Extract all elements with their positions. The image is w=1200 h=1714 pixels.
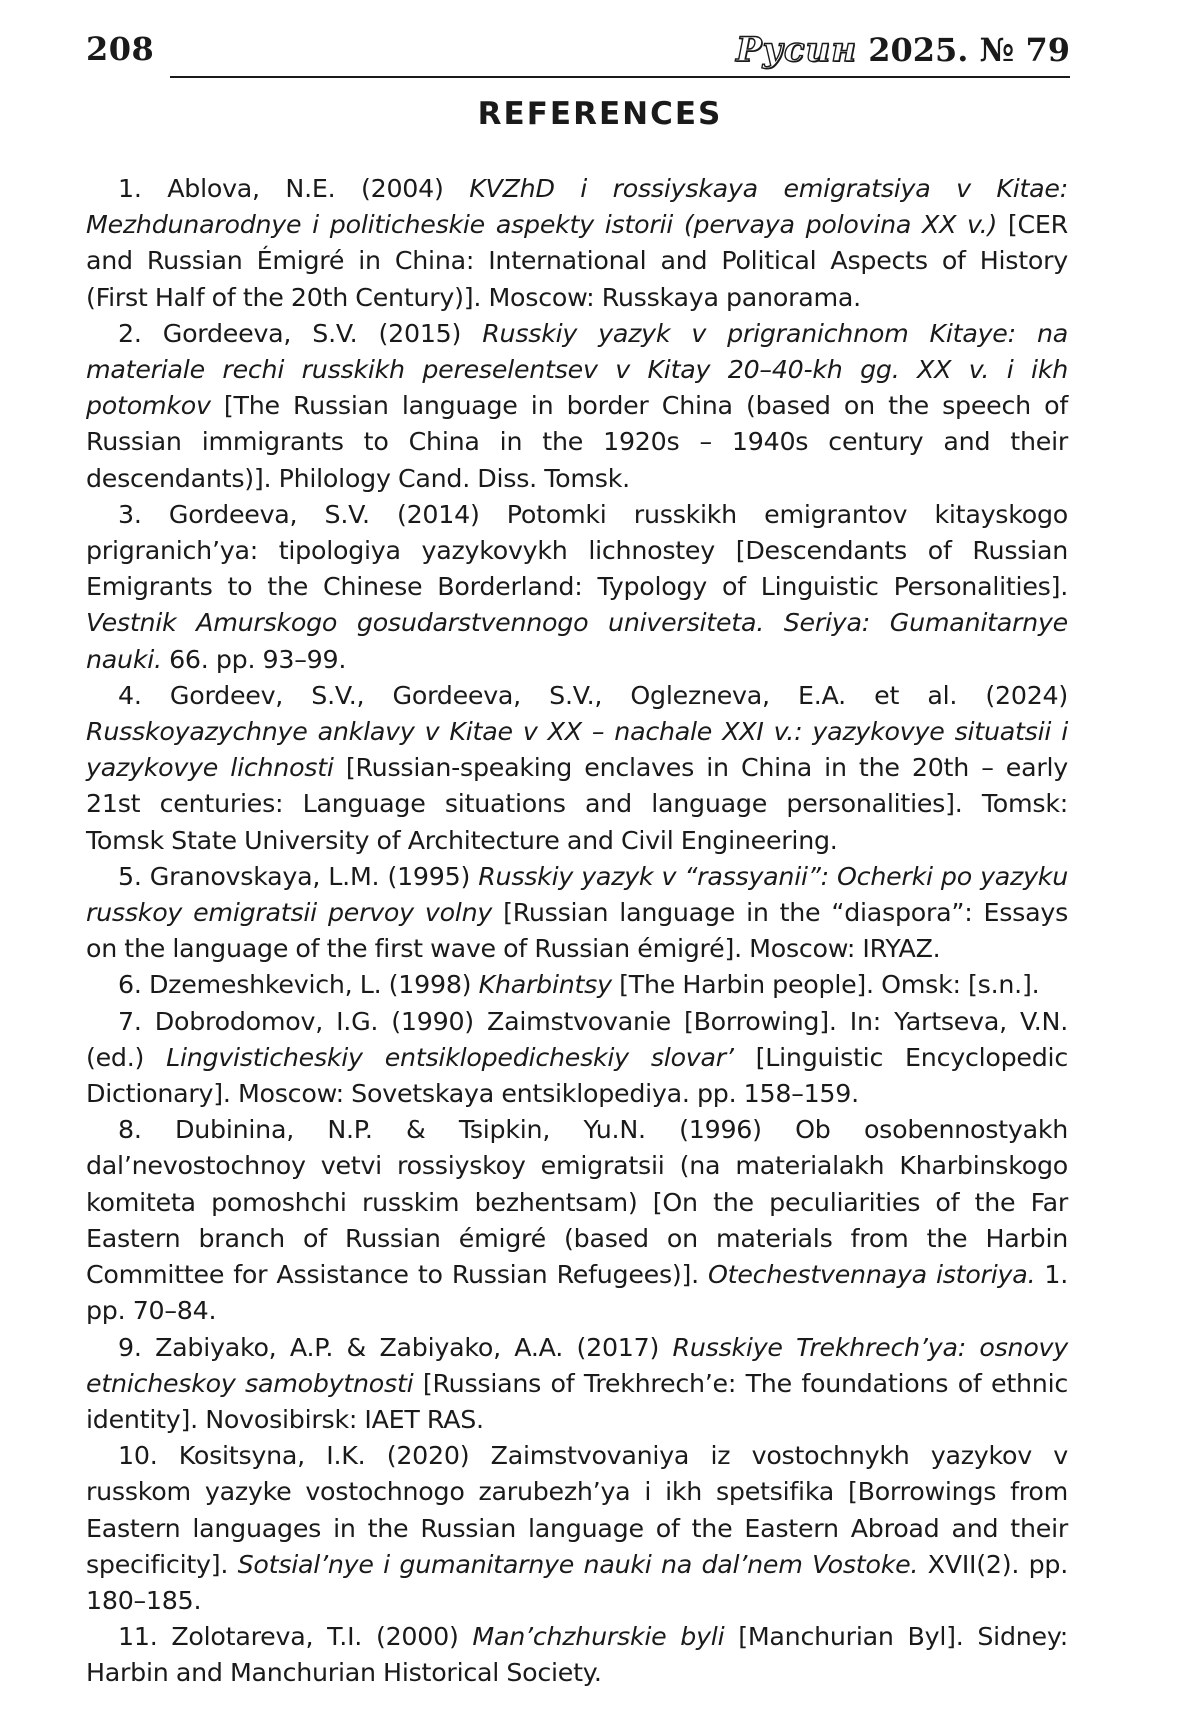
reference-title: Otechestvennaya istoriya.: [708, 1260, 1036, 1290]
reference-number: 4.: [118, 680, 142, 710]
reference-title: Russkiy yazyk v “rassyanii”: Ocherki po yazyku russkoy emigratsii pervoy volny: [86, 861, 1068, 928]
reference-authors: Zolotareva, T.I. (2000): [171, 1622, 473, 1652]
reference-number: 2.: [118, 318, 142, 348]
reference-details: 1. pp. 70–84.: [86, 1260, 1068, 1326]
reference-details: [The Harbin people]. Omsk: [s.n.].: [611, 970, 1040, 1000]
reference-title: Vestnik Amurskogo gosudarstvennogo universiteta. Seriya: Gumanitarnye nauki.: [86, 608, 1068, 674]
reference-details: [CER and Russian Émigré in China: International and Political Aspects of History (First Half of the 20th Century)]. Moscow: Russkaya panorama.: [86, 210, 1068, 312]
reference-number: 7.: [118, 1006, 142, 1036]
reference-authors: Ablova, N.E. (2004): [167, 174, 470, 203]
reference-number: 5.: [118, 861, 142, 891]
reference-number: 9.: [118, 1332, 142, 1362]
reference-title: Russkoyazychnye anklavy v Kitae v XX – nachale XXI v.: yazykovye situatsii i yazykovye lichnosti: [86, 717, 1068, 783]
reference-item: [86, 171, 1068, 316]
reference-authors: Dzemeshkevich, L. (1998): [148, 970, 479, 1000]
reference-authors: Granovskaya, L.M. (1995): [149, 861, 479, 891]
reference-authors: Dobrodomov, I.G. (1990) Zaimstvovanie [Borrowing]. In: Yartseva, V.N. (ed.): [86, 1006, 1068, 1072]
reference-number: 10.: [118, 1441, 158, 1471]
reference-number: 11.: [118, 1622, 158, 1652]
reference-title: Kharbintsy: [478, 970, 612, 1000]
reference-authors: Gordeeva, S.V. (2014) Potomki russkikh emigrantov kitayskogo prigranich’ya: tipologiya yazykovykh lichnostey [Descendants of Russian Emigrants to the Chinese Borderland: Typology of Linguistic Personalities].: [86, 499, 1068, 602]
reference-number: 1.: [118, 174, 142, 203]
reference-title: Man’chzhurskie byli: [472, 1622, 725, 1652]
reference-authors: Zabiyako, A.P. & Zabiyako, A.A. (2017): [155, 1332, 673, 1362]
reference-details: 66. pp. 93–99.: [161, 644, 347, 674]
reference-details: [Russian language in the “diaspora”: Essays on the language of the first wave of Russian émigré]. Moscow: IRYAZ.: [86, 898, 1069, 964]
reference-item: [86, 967, 1068, 1003]
reference-number: 8.: [118, 1115, 142, 1145]
reference-item: [86, 1330, 1068, 1439]
reference-number: 6.: [118, 970, 142, 1000]
reference-item: [86, 1438, 1068, 1619]
page-number: 208: [86, 30, 155, 68]
reference-authors: Gordeeva, S.V. (2015): [162, 318, 483, 348]
reference-item: [86, 678, 1068, 859]
reference-item: [86, 497, 1068, 678]
reference-item: [86, 1619, 1068, 1691]
reference-details: [Russian-speaking enclaves in China in the 20th – early 21st centuries: Language situations and language personalities]. Tomsk: Tomsk State University of Architecture and Civil Engineering.: [86, 753, 1069, 855]
reference-title: KVZhD i rossiyskaya emigratsiya v Kitae: Mezhdunarodnye i politicheskie aspekty istorii (pervaya polovina XX v.): [86, 174, 1068, 240]
header-rule: [170, 76, 1070, 78]
reference-title: Russkiy yazyk v prigranichnom Kitaye: na materiale rechi russkikh pereselentsev v Kitay 20–40-kh gg. XX v. i ikh potomkov: [86, 318, 1068, 421]
reference-number: 3.: [118, 499, 142, 529]
reference-authors: Gordeev, S.V., Gordeeva, S.V., Oglezneva, E.A. et al. (2024): [169, 680, 1068, 710]
journal-logo: Русин: [735, 30, 858, 70]
reference-authors: Kositsyna, I.K. (2020) Zaimstvovaniya iz vostochnykh yazykov v russkom yazyke vostochnogo zarubezh’ya i ikh spetsifika [Borrowings from Eastern languages in the Russian language of the Eastern Abroad and their specificity].: [86, 1441, 1068, 1579]
reference-details: XVII(2). pp. 180–185.: [86, 1549, 1068, 1615]
running-header: [86, 24, 1070, 80]
reference-details: [Manchurian Byl]. Sidney: Harbin and Manchurian Historical Society.: [86, 1622, 1069, 1688]
journal-title: [736, 30, 1070, 70]
reference-details: [The Russian language in border China (based on the speech of Russian immigrants to China in the 1920s – 1940s century and their descendants)]. Philology Cand. Diss. Tomsk.: [86, 391, 1068, 493]
reference-details: [Russians of Trekhrech’e: The foundations of ethnic identity]. Novosibirsk: IAET RAS.: [86, 1368, 1069, 1434]
journal-issue: 2025. № 79: [868, 31, 1070, 69]
reference-item: [86, 1112, 1068, 1329]
reference-details: [Linguistic Encyclopedic Dictionary]. Moscow: Sovetskaya entsiklopediya. pp. 158–159.: [86, 1042, 1068, 1109]
reference-item: [86, 316, 1068, 497]
reference-item: [86, 859, 1068, 968]
reference-title: Russkiye Trekhrech’ya: osnovy etnicheskoy samobytnosti: [86, 1332, 1068, 1398]
reference-list: [86, 171, 1068, 1692]
reference-title: Sotsial’nye i gumanitarnye nauki na dal’nem Vostoke.: [237, 1549, 919, 1579]
reference-title: Lingvisticheskiy entsiklopedicheskiy slovar’: [166, 1042, 734, 1072]
section-title: REFERENCES: [477, 96, 723, 132]
reference-item: [86, 1004, 1068, 1113]
reference-authors: Dubinina, N.P. & Tsipkin, Yu.N. (1996) Ob osobennostyakh dal’nevostochnoy vetvi rossiyskoy emigratsii (na materialakh Kharbinskogo komiteta pomoshchi russkim bezhentsam) [On the peculiarities of the Far Eastern branch of Russian émigré (based on materials from the Harbin Committee for Assistance to Russian Refugees)].: [86, 1115, 1068, 1290]
